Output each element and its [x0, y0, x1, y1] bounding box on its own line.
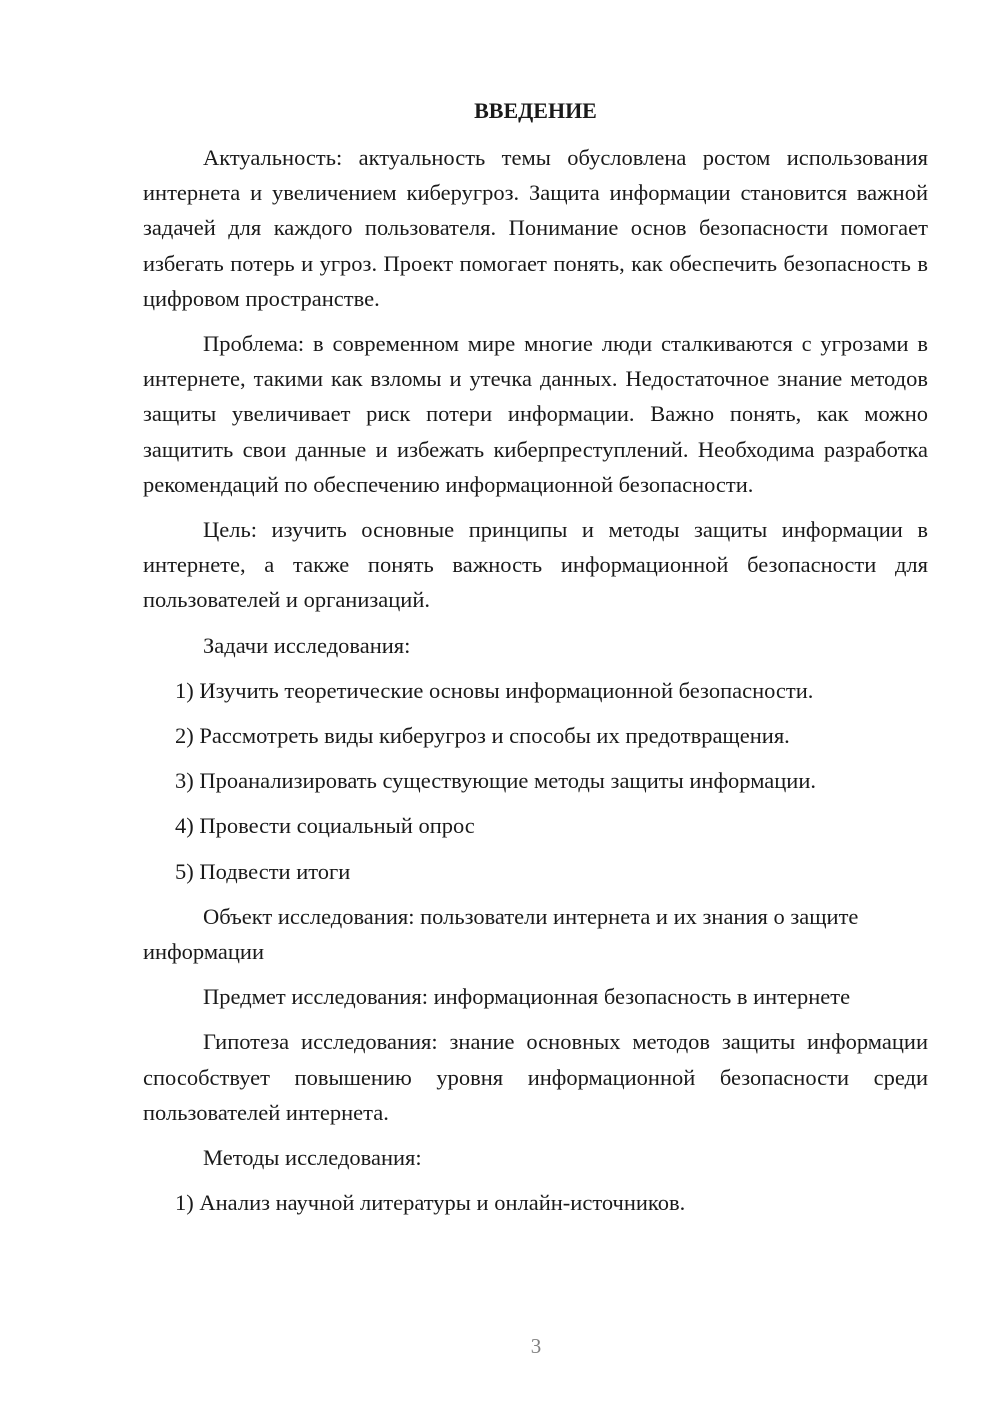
task-item: 1) Изучить теоретические основы информационной безопасности. [175, 677, 814, 703]
page-number: 3 [530, 1334, 542, 1358]
document-page [143, 96, 928, 1230]
object-paragraph: Объект исследования: пользователи интернета и их знания о защите информации [143, 903, 859, 965]
method-item: 1) Анализ научной литературы и онлайн-источников. [175, 1190, 686, 1216]
subject-paragraph: Предмет исследования: информационная безопасность в интернете [203, 984, 851, 1010]
tasks-heading: Задачи исследования: [203, 632, 411, 658]
hypothesis-paragraph: Гипотеза исследования: знание основных методов защиты информации способствует повышению уровня информационной безопасности среди пользователей интернета. [143, 1029, 928, 1125]
task-item: 2) Рассмотреть виды киберугроз и способы их предотвращения. [175, 723, 790, 749]
goal-paragraph: Цель: изучить основные принципы и методы защиты информации в интернете, а также понять важность информационной безопасности для пользователей и организаций. [143, 517, 928, 613]
methods-heading: Методы исследования: [203, 1145, 422, 1171]
task-item: 4) Провести социальный опрос [175, 813, 475, 839]
section-title: ВВЕДЕНИЕ [474, 98, 597, 123]
task-item: 3) Проанализировать существующие методы защиты информации. [175, 768, 817, 794]
tasks-list [143, 673, 928, 889]
methods-list [143, 1185, 928, 1220]
task-item: 5) Подвести итоги [175, 858, 351, 884]
relevance-paragraph: Актуальность: актуальность темы обусловлена ростом использования интернета и увеличением киберугроз. Защита информации становится важной задачей для каждого пользователя. Понимание основ безопасности помогает избегать потерь и угроз. Проект помогает понять, как обеспечить безопасность в цифровом пространстве. [143, 145, 928, 311]
problem-paragraph: Проблема: в современном мире многие люди сталкиваются с угрозами в интернете, такими как взломы и утечка данных. Недостаточное знание методов защиты увеличивает риск потери информации. Важно понять, как можно защитить свои данные и избежать киберпреступлений. Необходима разработка рекомендаций по обеспечению информационной безопасности. [143, 331, 928, 497]
